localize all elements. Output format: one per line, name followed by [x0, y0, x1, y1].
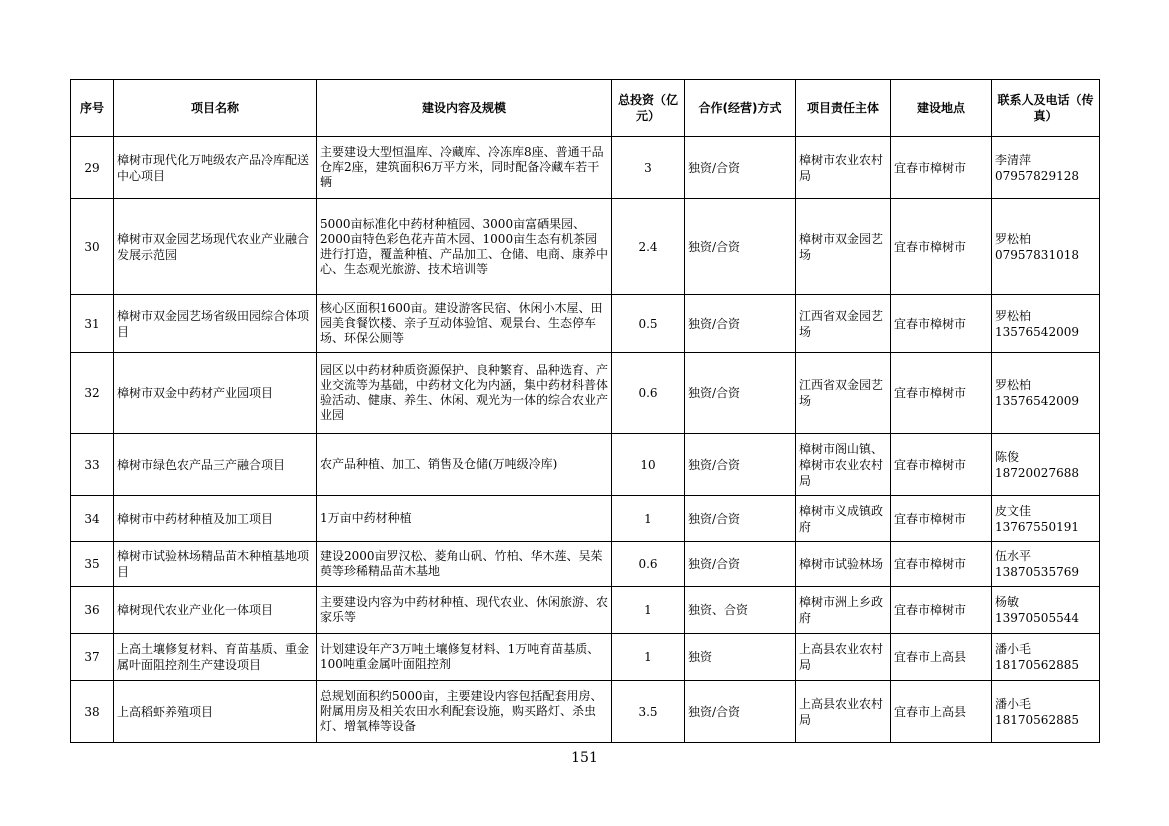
row-location: 宜春市樟树市 [891, 353, 992, 434]
contact-name: 潘小毛 [995, 642, 1032, 656]
row-owner: 樟树市双金园艺场 [796, 199, 891, 295]
row-seq: 29 [71, 137, 114, 199]
header-location: 建设地点 [891, 80, 992, 137]
contact-name: 李清萍 [995, 152, 1032, 167]
row-owner: 樟树市阁山镇、樟树市农业农村局 [796, 434, 891, 496]
row-investment: 3 [612, 137, 685, 199]
header-mode: 合作(经营)方式 [685, 80, 796, 137]
row-contact [992, 434, 1100, 496]
row-content: 建设2000亩罗汉松、菱角山矾、竹柏、华木莲、吴茱萸等珍稀精品苗木基地 [317, 542, 612, 587]
row-mode: 独资/合资 [685, 496, 796, 542]
row-seq: 35 [71, 542, 114, 587]
row-investment: 10 [612, 434, 685, 496]
row-investment: 3.5 [612, 681, 685, 743]
table-row [71, 542, 1100, 587]
row-mode: 独资/合资 [685, 353, 796, 434]
contact-name: 罗松柏 [995, 231, 1032, 246]
row-content: 5000亩标准化中药材种植园、3000亩富硒果园、2000亩特色彩色花卉苗木园、1000亩生态有机茶园进行打造，覆盖种植、产品加工、仓储、电商、康养中心、生态观光旅游、技术培训等 [317, 199, 612, 295]
row-contact [992, 353, 1100, 434]
row-location: 宜春市上高县 [891, 681, 992, 743]
row-location: 宜春市樟树市 [891, 295, 992, 353]
row-contact [992, 587, 1100, 634]
project-table [70, 79, 1100, 743]
header-owner: 项目责任主体 [796, 80, 891, 137]
table-row [71, 634, 1100, 681]
row-contact [992, 295, 1100, 353]
row-location: 宜春市上高县 [891, 634, 992, 681]
row-mode: 独资/合资 [685, 199, 796, 295]
contact-name: 伍水平 [995, 549, 1032, 563]
row-content: 1万亩中药材种植 [317, 496, 612, 542]
row-seq: 38 [71, 681, 114, 743]
page-number: 151 [571, 750, 598, 766]
row-project-name: 樟树市绿色农产品三产融合项目 [114, 434, 317, 496]
contact-name: 罗松柏 [995, 308, 1032, 323]
contact-phone: 13576542009 [995, 324, 1079, 339]
row-owner: 江西省双金园艺场 [796, 295, 891, 353]
header-investment: 总投资（亿元） [612, 80, 685, 137]
row-seq: 37 [71, 634, 114, 681]
contact-phone: 13767550191 [995, 519, 1079, 534]
row-location: 宜春市樟树市 [891, 542, 992, 587]
row-seq: 32 [71, 353, 114, 434]
contact-name: 陈俊 [995, 449, 1020, 464]
row-location: 宜春市樟树市 [891, 137, 992, 199]
row-content: 计划建设年产3万吨土壤修复材料、1万吨育苗基质、100吨重金属叶面阻控剂 [317, 634, 612, 681]
table-row [71, 587, 1100, 634]
row-owner: 上高县农业农村局 [796, 681, 891, 743]
contact-phone: 18170562885 [995, 712, 1079, 727]
row-mode: 独资 [685, 634, 796, 681]
header-contact: 联系人及电话（传真） [992, 80, 1100, 137]
row-project-name: 樟树市试验林场精品苗木种植基地项目 [114, 542, 317, 587]
header-seq: 序号 [71, 80, 114, 137]
row-location: 宜春市樟树市 [891, 496, 992, 542]
row-location: 宜春市樟树市 [891, 199, 992, 295]
row-mode: 独资/合资 [685, 542, 796, 587]
row-project-name: 樟树市双金园艺场省级田园综合体项目 [114, 295, 317, 353]
row-investment: 1 [612, 496, 685, 542]
row-owner: 樟树市义成镇政府 [796, 496, 891, 542]
row-mode: 独资/合资 [685, 434, 796, 496]
row-owner: 上高县农业农村局 [796, 634, 891, 681]
row-seq: 33 [71, 434, 114, 496]
table-row [71, 353, 1100, 434]
row-mode: 独资/合资 [685, 137, 796, 199]
row-owner: 樟树市农业农村局 [796, 137, 891, 199]
contact-phone: 18720027688 [995, 465, 1079, 480]
contact-phone: 13870535769 [995, 565, 1079, 579]
contact-phone: 13576542009 [995, 394, 1079, 408]
row-seq: 34 [71, 496, 114, 542]
contact-name: 罗松柏 [995, 378, 1032, 392]
row-owner: 江西省双金园艺场 [796, 353, 891, 434]
row-content: 核心区面积1600亩。建设游客民宿、休闲小木屋、田园美食餐饮楼、亲子互动体验馆、观景台、生态停车场、环保公厕等 [317, 295, 612, 353]
row-seq: 30 [71, 199, 114, 295]
row-mode: 独资/合资 [685, 681, 796, 743]
row-project-name: 樟树市中药材种植及加工项目 [114, 496, 317, 542]
row-project-name: 上高土壤修复材料、育苗基质、重金属叶面阻控剂生产建设项目 [114, 634, 317, 681]
row-project-name: 上高稻虾养殖项目 [114, 681, 317, 743]
row-content: 主要建设大型恒温库、冷藏库、冷冻库8座、普通干品仓库2座，建筑面积6万平方米，同时配备冷藏车若干辆 [317, 137, 612, 199]
row-investment: 0.6 [612, 542, 685, 587]
row-investment: 0.6 [612, 353, 685, 434]
row-content: 农产品种植、加工、销售及仓储(万吨级冷库) [317, 434, 612, 496]
row-project-name: 樟树市双金中药材产业园项目 [114, 353, 317, 434]
contact-name: 潘小毛 [995, 696, 1032, 711]
contact-phone: 13970505544 [995, 611, 1079, 625]
table-header-row [71, 80, 1100, 137]
row-mode: 独资、合资 [685, 587, 796, 634]
header-content: 建设内容及规模 [317, 80, 612, 137]
row-seq: 31 [71, 295, 114, 353]
table-row [71, 496, 1100, 542]
table-row [71, 434, 1100, 496]
row-investment: 2.4 [612, 199, 685, 295]
contact-phone: 07957829128 [995, 168, 1079, 183]
row-investment: 1 [612, 634, 685, 681]
contact-phone: 07957831018 [995, 247, 1079, 262]
table-row [71, 681, 1100, 743]
row-contact [992, 542, 1100, 587]
row-content: 园区以中药材种质资源保护、良种繁育、品种选育、产业交流等为基础，中药材文化为内涵，集中药材科普体验活动、健康、养生、休闲、观光为一体的综合农业产业园 [317, 353, 612, 434]
row-project-name: 樟树市现代化万吨级农产品冷库配送中心项目 [114, 137, 317, 199]
row-seq: 36 [71, 587, 114, 634]
row-contact [992, 634, 1100, 681]
row-project-name: 樟树现代农业产业化一体项目 [114, 587, 317, 634]
contact-name: 杨敏 [995, 595, 1020, 609]
row-investment: 1 [612, 587, 685, 634]
row-project-name: 樟树市双金园艺场现代农业产业融合发展示范园 [114, 199, 317, 295]
table-row [71, 137, 1100, 199]
row-contact [992, 681, 1100, 743]
row-investment: 0.5 [612, 295, 685, 353]
row-mode: 独资/合资 [685, 295, 796, 353]
row-contact [992, 137, 1100, 199]
row-owner: 樟树市洲上乡政府 [796, 587, 891, 634]
row-content: 主要建设内容为中药材种植、现代农业、休闲旅游、农家乐等 [317, 587, 612, 634]
row-location: 宜春市樟树市 [891, 587, 992, 634]
contact-name: 皮文佳 [995, 503, 1032, 518]
contact-phone: 18170562885 [995, 658, 1079, 672]
table-row [71, 199, 1100, 295]
row-contact [992, 496, 1100, 542]
row-owner: 樟树市试验林场 [796, 542, 891, 587]
row-contact [992, 199, 1100, 295]
row-content: 总规划面积约5000亩，主要建设内容包括配套用房、附属用房及相关农田水利配套设施，购买路灯、杀虫灯、增氧棒等设备 [317, 681, 612, 743]
row-location: 宜春市樟树市 [891, 434, 992, 496]
table-row [71, 295, 1100, 353]
header-project-name: 项目名称 [114, 80, 317, 137]
